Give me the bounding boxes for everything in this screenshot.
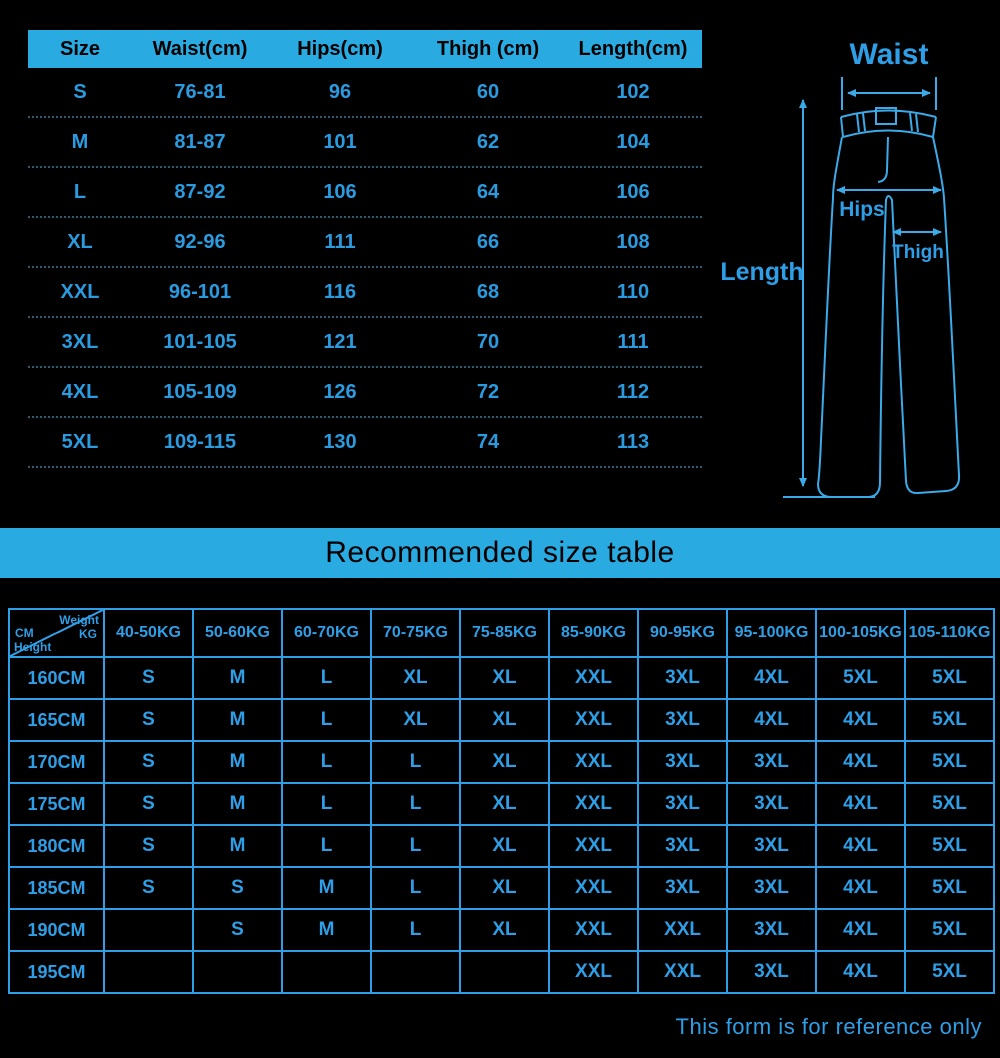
rec-size-cell: 4XL — [816, 741, 905, 783]
size-cell: 60 — [476, 80, 500, 103]
size-cell: 76-81 — [174, 80, 226, 103]
size-col-header: Waist(cm) — [152, 37, 248, 60]
weight-header: 60-70KG — [282, 609, 371, 657]
rec-row — [9, 783, 994, 825]
rec-size-cell: 5XL — [816, 657, 905, 699]
size-cell: 101 — [323, 130, 357, 153]
size-cell: 92-96 — [174, 230, 226, 253]
rec-size-cell — [104, 909, 193, 951]
size-cell: 109-115 — [163, 430, 237, 453]
rec-size-cell: 3XL — [727, 951, 816, 993]
rec-size-cell — [460, 951, 549, 993]
weight-header: 105-110KG — [905, 609, 994, 657]
rec-size-cell: M — [193, 699, 282, 741]
size-cell: 5XL — [61, 430, 99, 453]
size-cell: 81-87 — [174, 130, 226, 153]
size-cell: 104 — [616, 130, 650, 153]
rec-size-cell: 4XL — [816, 951, 905, 993]
rec-size-cell: XXL — [549, 699, 638, 741]
rec-size-cell: L — [282, 699, 371, 741]
size-cell: 87-92 — [174, 180, 226, 203]
size-cell: 72 — [476, 380, 500, 403]
size-cell: 126 — [323, 380, 357, 403]
rec-size-cell: L — [282, 783, 371, 825]
rec-size-cell: 5XL — [905, 741, 994, 783]
size-cell: M — [71, 130, 89, 153]
size-cell: 66 — [476, 230, 500, 253]
size-col-header: Hips(cm) — [297, 37, 383, 60]
rec-size-cell: XXL — [549, 951, 638, 993]
size-cell: 102 — [616, 80, 650, 103]
rec-size-cell: XL — [460, 867, 549, 909]
rec-size-cell: M — [193, 825, 282, 867]
rec-size-cell: 3XL — [727, 867, 816, 909]
thigh-label: Thigh — [892, 242, 944, 263]
rec-size-cell: S — [104, 783, 193, 825]
reference-note: This form is for reference only — [675, 1014, 982, 1039]
corner-cm-label: CM — [15, 626, 34, 640]
rec-size-cell: 5XL — [905, 783, 994, 825]
size-cell: 110 — [616, 280, 650, 303]
size-col-header: Length(cm) — [578, 37, 688, 60]
corner-kg-label: KG — [79, 627, 97, 641]
rec-size-cell — [104, 951, 193, 993]
rec-size-cell: 3XL — [638, 657, 727, 699]
rec-size-cell: 4XL — [727, 699, 816, 741]
weight-header: 90-95KG — [638, 609, 727, 657]
rec-size-cell: M — [193, 783, 282, 825]
size-cell: 74 — [476, 430, 500, 453]
rec-size-cell: L — [371, 741, 460, 783]
height-header: 190CM — [9, 909, 104, 951]
size-cell: XXL — [60, 280, 100, 303]
rec-size-cell — [371, 951, 460, 993]
height-header: 185CM — [9, 867, 104, 909]
rec-size-cell: XXL — [549, 741, 638, 783]
rec-size-cell: XL — [460, 699, 549, 741]
rec-size-cell: 3XL — [638, 783, 727, 825]
rec-size-cell: 3XL — [638, 699, 727, 741]
size-table-row — [28, 268, 702, 318]
waist-label: Waist — [849, 38, 929, 71]
weight-header: 40-50KG — [104, 609, 193, 657]
rec-size-cell: 4XL — [727, 657, 816, 699]
rec-size-cell: 4XL — [816, 699, 905, 741]
rec-size-cell: XXL — [638, 909, 727, 951]
rec-body — [9, 657, 994, 993]
rec-size-cell: S — [104, 741, 193, 783]
rec-size-cell: S — [104, 657, 193, 699]
height-header: 175CM — [9, 783, 104, 825]
size-cell: 96 — [328, 80, 352, 103]
size-table-row — [28, 68, 702, 118]
rec-size-cell: XXL — [638, 951, 727, 993]
rec-size-cell: L — [282, 741, 371, 783]
height-header: 180CM — [9, 825, 104, 867]
rec-size-cell: L — [371, 783, 460, 825]
rec-size-cell: 3XL — [727, 909, 816, 951]
corner-height-label: Height — [14, 640, 52, 654]
size-cell: 3XL — [61, 330, 99, 353]
size-table-row — [28, 418, 702, 468]
rec-size-cell: S — [193, 867, 282, 909]
rec-row — [9, 657, 994, 699]
hips-label: Hips — [839, 198, 885, 221]
rec-size-cell: XXL — [549, 867, 638, 909]
rec-size-cell: 3XL — [638, 741, 727, 783]
rec-size-cell: 4XL — [816, 867, 905, 909]
size-cell: 116 — [323, 280, 357, 303]
size-table-row — [28, 168, 702, 218]
rec-row — [9, 741, 994, 783]
rec-size-cell: 3XL — [727, 741, 816, 783]
rec-size-cell: XXL — [549, 783, 638, 825]
rec-size-cell: 3XL — [727, 783, 816, 825]
rec-row — [9, 825, 994, 867]
rec-row — [9, 909, 994, 951]
size-table-header — [28, 30, 702, 68]
rec-size-cell: L — [371, 867, 460, 909]
rec-size-cell: 5XL — [905, 657, 994, 699]
size-cell: 96-101 — [168, 280, 232, 303]
rec-size-cell: XL — [460, 825, 549, 867]
rec-size-cell: L — [282, 657, 371, 699]
size-cell: 101-105 — [163, 330, 237, 353]
rec-row — [9, 951, 994, 993]
weight-header: 95-100KG — [727, 609, 816, 657]
rec-size-cell: XL — [460, 657, 549, 699]
rec-size-cell: S — [104, 699, 193, 741]
rec-size-cell: S — [104, 867, 193, 909]
height-header: 160CM — [9, 657, 104, 699]
size-cell: 130 — [323, 430, 357, 453]
rec-size-cell: 4XL — [816, 909, 905, 951]
rec-size-cell: S — [193, 909, 282, 951]
weight-header: 70-75KG — [371, 609, 460, 657]
weight-header: 75-85KG — [460, 609, 549, 657]
size-cell: XL — [67, 230, 93, 253]
size-table-row — [28, 218, 702, 268]
pants-diagram — [700, 20, 1000, 528]
size-cell: 111 — [617, 330, 649, 353]
recommended-size-table — [8, 608, 995, 994]
height-header: 195CM — [9, 951, 104, 993]
rec-size-cell: M — [282, 909, 371, 951]
size-cell: 62 — [476, 130, 500, 153]
weight-header: 50-60KG — [193, 609, 282, 657]
size-cell: L — [73, 180, 87, 203]
size-table-row — [28, 318, 702, 368]
size-table-row — [28, 368, 702, 418]
size-cell: 113 — [616, 430, 650, 453]
rec-size-cell: 4XL — [816, 783, 905, 825]
size-cell: 105-109 — [163, 380, 237, 403]
rec-size-cell: 5XL — [905, 951, 994, 993]
height-header: 170CM — [9, 741, 104, 783]
corner-cell — [9, 609, 104, 657]
size-cell: 64 — [476, 180, 500, 203]
rec-header-row — [9, 609, 994, 657]
rec-size-cell: 5XL — [905, 909, 994, 951]
rec-size-cell: L — [371, 909, 460, 951]
rec-size-cell: 5XL — [905, 699, 994, 741]
rec-size-cell: XL — [460, 783, 549, 825]
banner — [0, 528, 1000, 578]
rec-size-cell: L — [282, 825, 371, 867]
rec-size-cell: 3XL — [727, 825, 816, 867]
rec-size-cell: XL — [371, 657, 460, 699]
rec-size-cell: M — [282, 867, 371, 909]
size-cell: S — [73, 80, 87, 103]
size-cell: 121 — [323, 330, 357, 353]
size-table — [28, 30, 702, 468]
rec-size-cell: 3XL — [638, 825, 727, 867]
corner-weight-label: Weight — [59, 613, 99, 627]
weight-header: 100-105KG — [816, 609, 905, 657]
rec-row — [9, 699, 994, 741]
rec-size-cell: XL — [460, 741, 549, 783]
size-cell: 68 — [476, 280, 500, 303]
rec-size-cell: 5XL — [905, 867, 994, 909]
banner-title: Recommended size table — [325, 536, 675, 569]
size-cell: 106 — [616, 180, 650, 203]
rec-size-cell — [193, 951, 282, 993]
rec-size-cell: XXL — [549, 909, 638, 951]
size-table-body — [28, 68, 702, 468]
rec-row — [9, 867, 994, 909]
weight-header: 85-90KG — [549, 609, 638, 657]
size-cell: 4XL — [61, 380, 99, 403]
height-header: 165CM — [9, 699, 104, 741]
rec-size-cell: XXL — [549, 825, 638, 867]
rec-size-cell: 4XL — [816, 825, 905, 867]
size-cell: 111 — [324, 230, 356, 253]
rec-size-cell: XL — [371, 699, 460, 741]
size-table-row — [28, 118, 702, 168]
rec-size-cell: S — [104, 825, 193, 867]
rec-size-cell: XL — [460, 909, 549, 951]
length-label: Length — [720, 258, 804, 286]
size-cell: 112 — [616, 380, 650, 403]
size-col-header: Thigh (cm) — [436, 37, 540, 60]
size-cell: 106 — [323, 180, 357, 203]
rec-size-cell: XXL — [549, 657, 638, 699]
size-col-header: Size — [59, 37, 101, 60]
rec-size-cell: M — [193, 657, 282, 699]
rec-size-cell: M — [193, 741, 282, 783]
rec-size-cell — [282, 951, 371, 993]
size-cell: 108 — [616, 230, 650, 253]
size-cell: 70 — [476, 330, 500, 353]
rec-size-cell: 3XL — [638, 867, 727, 909]
rec-size-cell: 5XL — [905, 825, 994, 867]
rec-size-cell: L — [371, 825, 460, 867]
